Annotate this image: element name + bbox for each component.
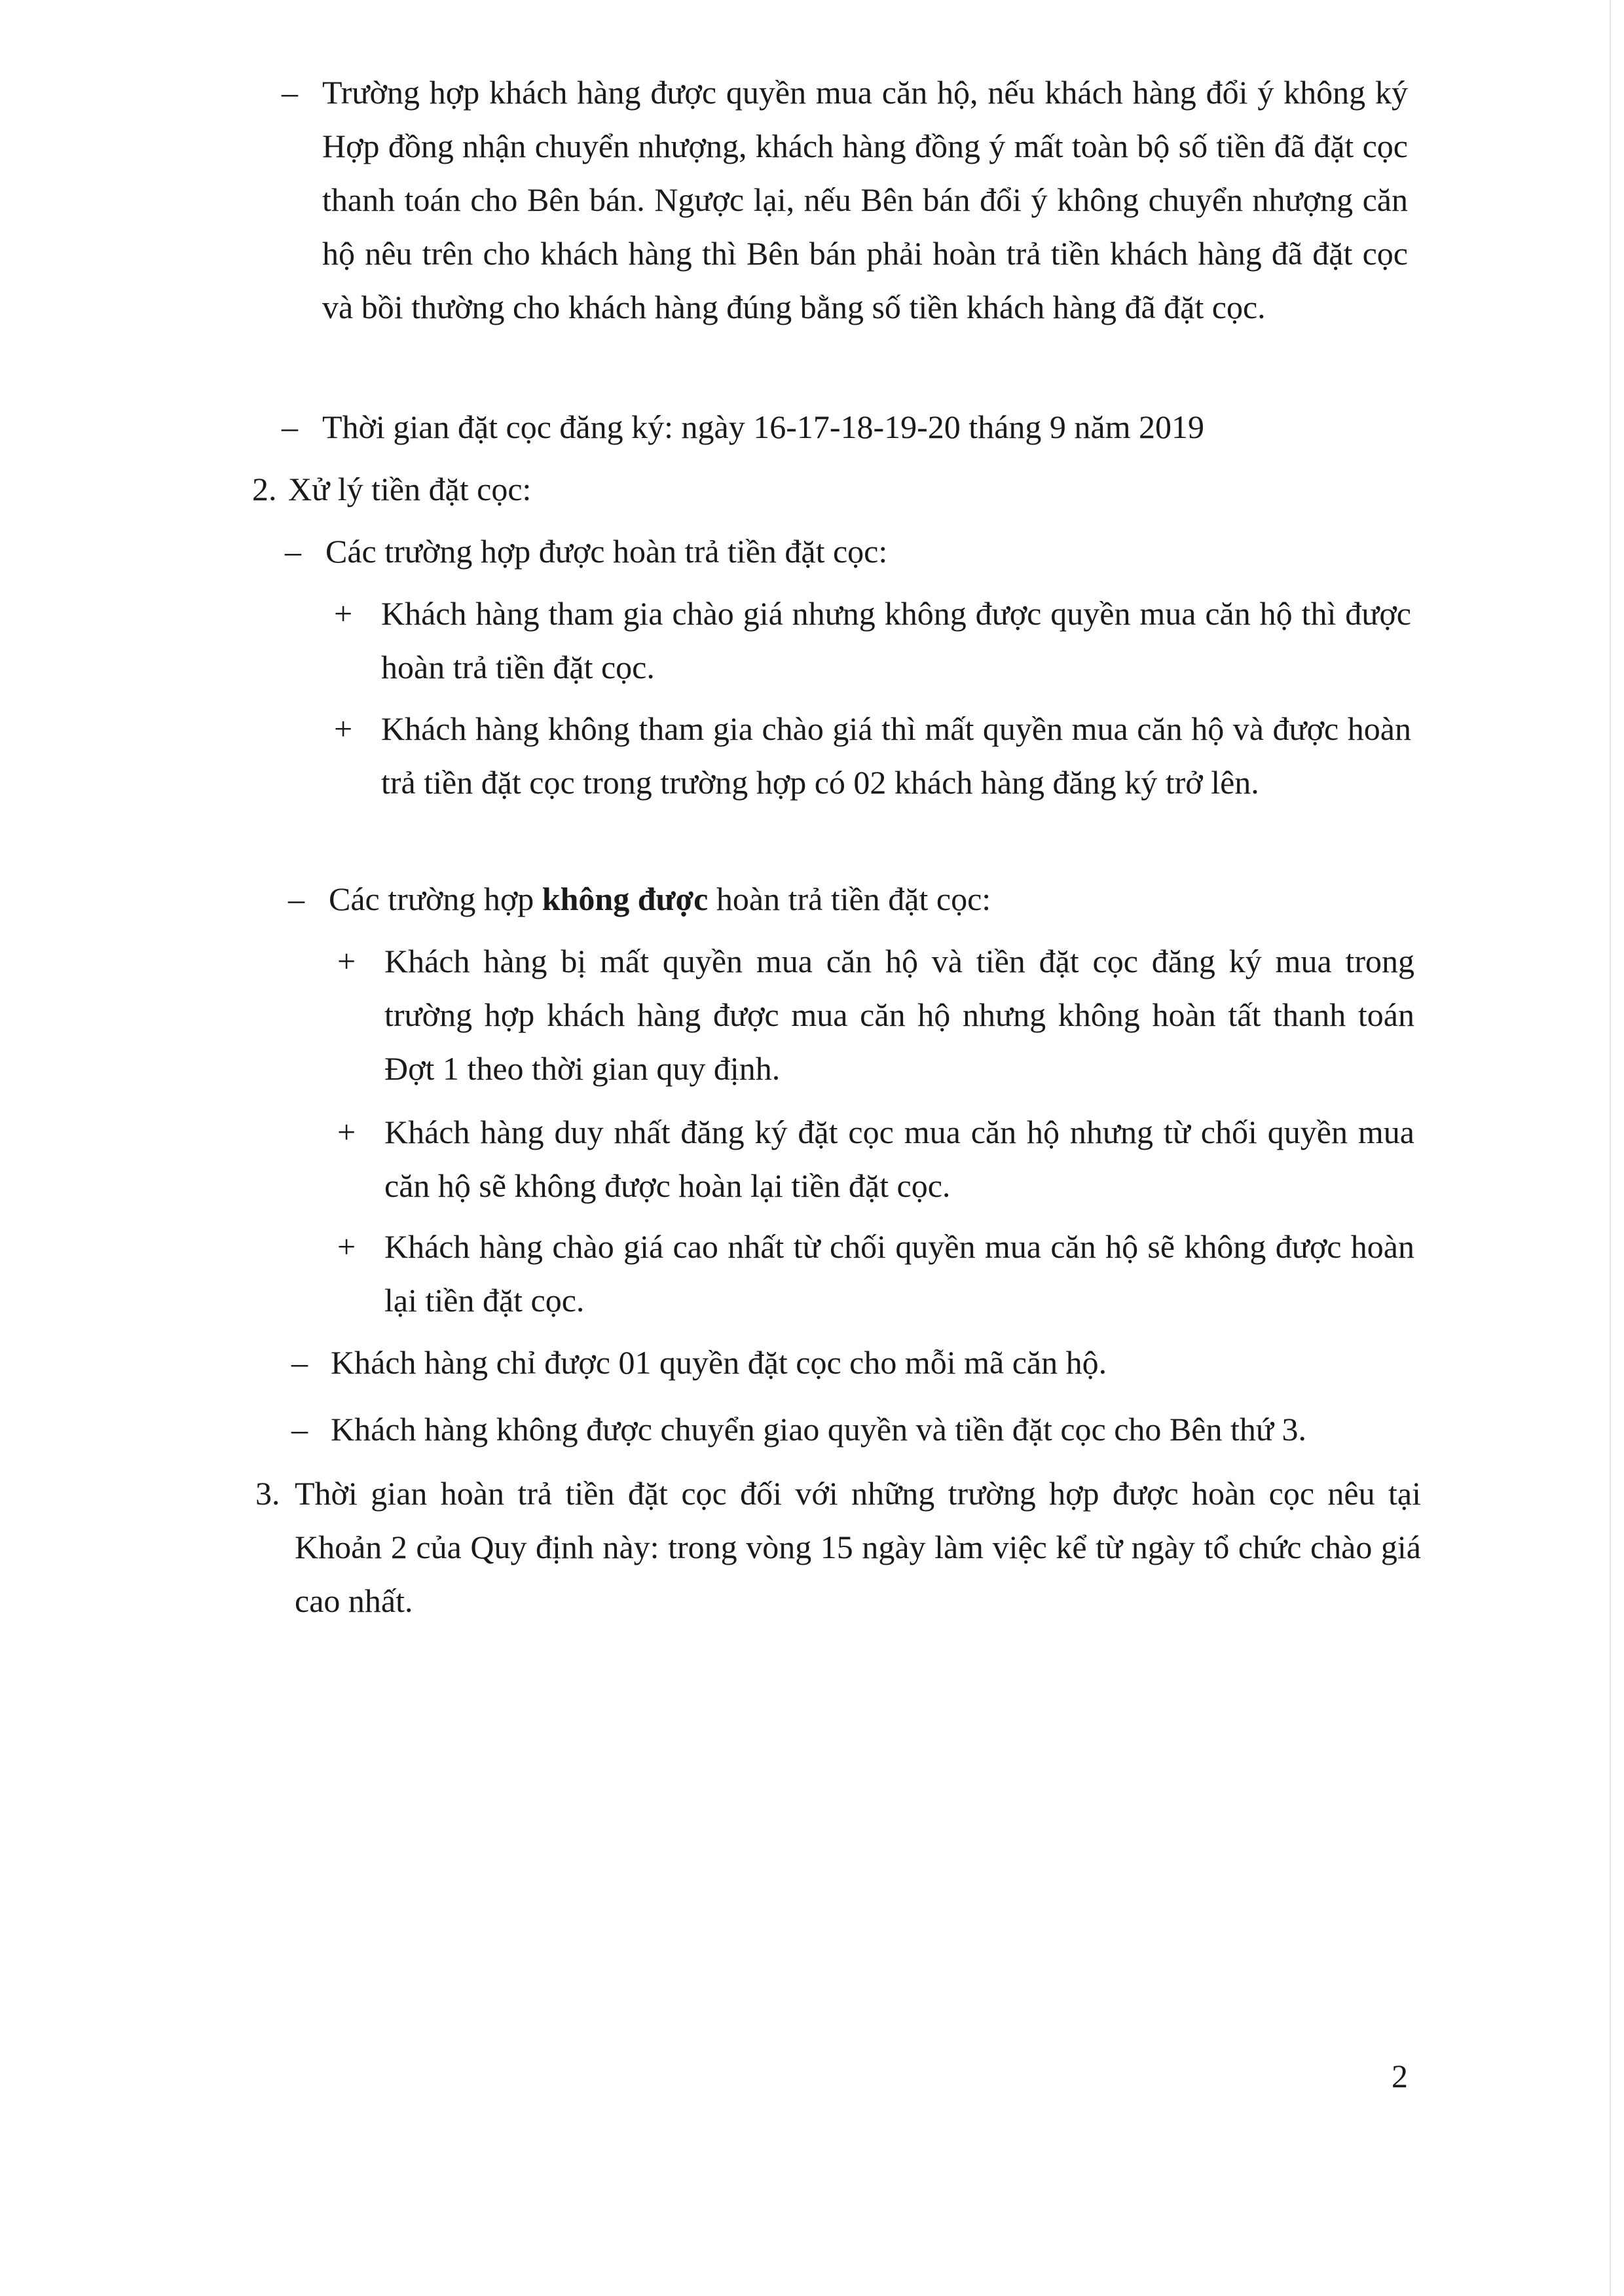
item-text: Khách hàng không tham gia chào giá thì mất quyền mua căn hộ và được hoàn trả tiền đặt cọc trong trường hợp có 02 khách hàng đăng ký trở lên. — [381, 710, 1411, 801]
item-text-end: hoàn trả tiền đặt cọc: — [708, 881, 991, 917]
dash-item — [291, 1402, 1414, 1456]
item-text: Khách hàng chào giá cao nhất từ chối quyền mua căn hộ sẽ không được hoàn lại tiền đặt cọc. — [384, 1228, 1414, 1319]
dash-item — [288, 872, 1414, 926]
item-text: Các trường hợp được hoàn trả tiền đặt cọc: — [325, 533, 888, 570]
dash-marker: – — [291, 1411, 308, 1448]
plus-item — [334, 587, 1411, 694]
number-marker: 3. — [255, 1475, 280, 1512]
dash-item — [282, 400, 1408, 454]
numbered-item — [252, 462, 1418, 516]
plus-marker: + — [337, 1114, 356, 1150]
dash-item — [291, 1336, 1414, 1389]
plus-marker: + — [337, 1228, 356, 1265]
item-text-bold: không được — [542, 881, 709, 917]
item-text: Xử lý tiền đặt cọc: — [288, 471, 532, 507]
item-text: Thời gian hoàn trả tiền đặt cọc đối với những trường hợp được hoàn cọc nêu tại Khoản 2 của Quy định này: trong vòng 15 ngày làm việc kể từ ngày tổ chức chào giá cao nhất. — [295, 1475, 1421, 1619]
scan-edge-line — [1610, 0, 1611, 2296]
plus-marker: + — [334, 595, 353, 632]
item-text: Trường hợp khách hàng được quyền mua căn hộ, nếu khách hàng đổi ý không ký Hợp đồng nhận chuyển nhượng, khách hàng đồng ý mất toàn bộ số tiền đã đặt cọc thanh toán cho Bên bán. Ngược lại, nếu Bên bán đổi ý không chuyển nhượng căn hộ nêu trên cho khách hàng thì Bên bán phải hoàn trả tiền khách hàng đã đặt cọc và bồi thường cho khách hàng đúng bằng số tiền khách hàng đã đặt cọc. — [322, 74, 1408, 325]
dash-marker: – — [288, 881, 304, 917]
item-text: Khách hàng không được chuyển giao quyền và tiền đặt cọc cho Bên thứ 3. — [331, 1411, 1306, 1448]
dash-marker: – — [285, 533, 301, 570]
dash-item — [282, 65, 1408, 334]
dash-marker: – — [282, 74, 298, 111]
numbered-item — [255, 1467, 1421, 1628]
dash-item — [285, 524, 1411, 578]
plus-item — [337, 1105, 1414, 1212]
item-text: Thời gian đặt cọc đăng ký: ngày 16-17-18-19-20 tháng 9 năm 2019 — [322, 409, 1204, 445]
plus-item — [337, 934, 1414, 1095]
plus-marker: + — [337, 943, 356, 979]
item-text — [329, 872, 1414, 926]
number-marker: 2. — [252, 471, 277, 507]
page-number: 2 — [1392, 2058, 1408, 2094]
item-text: Khách hàng duy nhất đăng ký đặt cọc mua căn hộ nhưng từ chối quyền mua căn hộ sẽ không được hoàn lại tiền đặt cọc. — [384, 1114, 1414, 1204]
dash-marker: – — [282, 409, 298, 445]
plus-item — [334, 702, 1411, 809]
item-text: Khách hàng bị mất quyền mua căn hộ và tiền đặt cọc đăng ký mua trong trường hợp khách hàng được mua căn hộ nhưng không hoàn tất thanh toán Đợt 1 theo thời gian quy định. — [384, 943, 1414, 1087]
plus-marker: + — [334, 710, 353, 747]
plus-item — [337, 1220, 1414, 1327]
item-text: Khách hàng chỉ được 01 quyền đặt cọc cho mỗi mã căn hộ. — [331, 1344, 1107, 1381]
dash-marker: – — [291, 1344, 308, 1381]
item-text: Khách hàng tham gia chào giá nhưng không được quyền mua căn hộ thì được hoàn trả tiền đặt cọc. — [381, 595, 1411, 685]
item-text-start: Các trường hợp — [329, 881, 542, 917]
